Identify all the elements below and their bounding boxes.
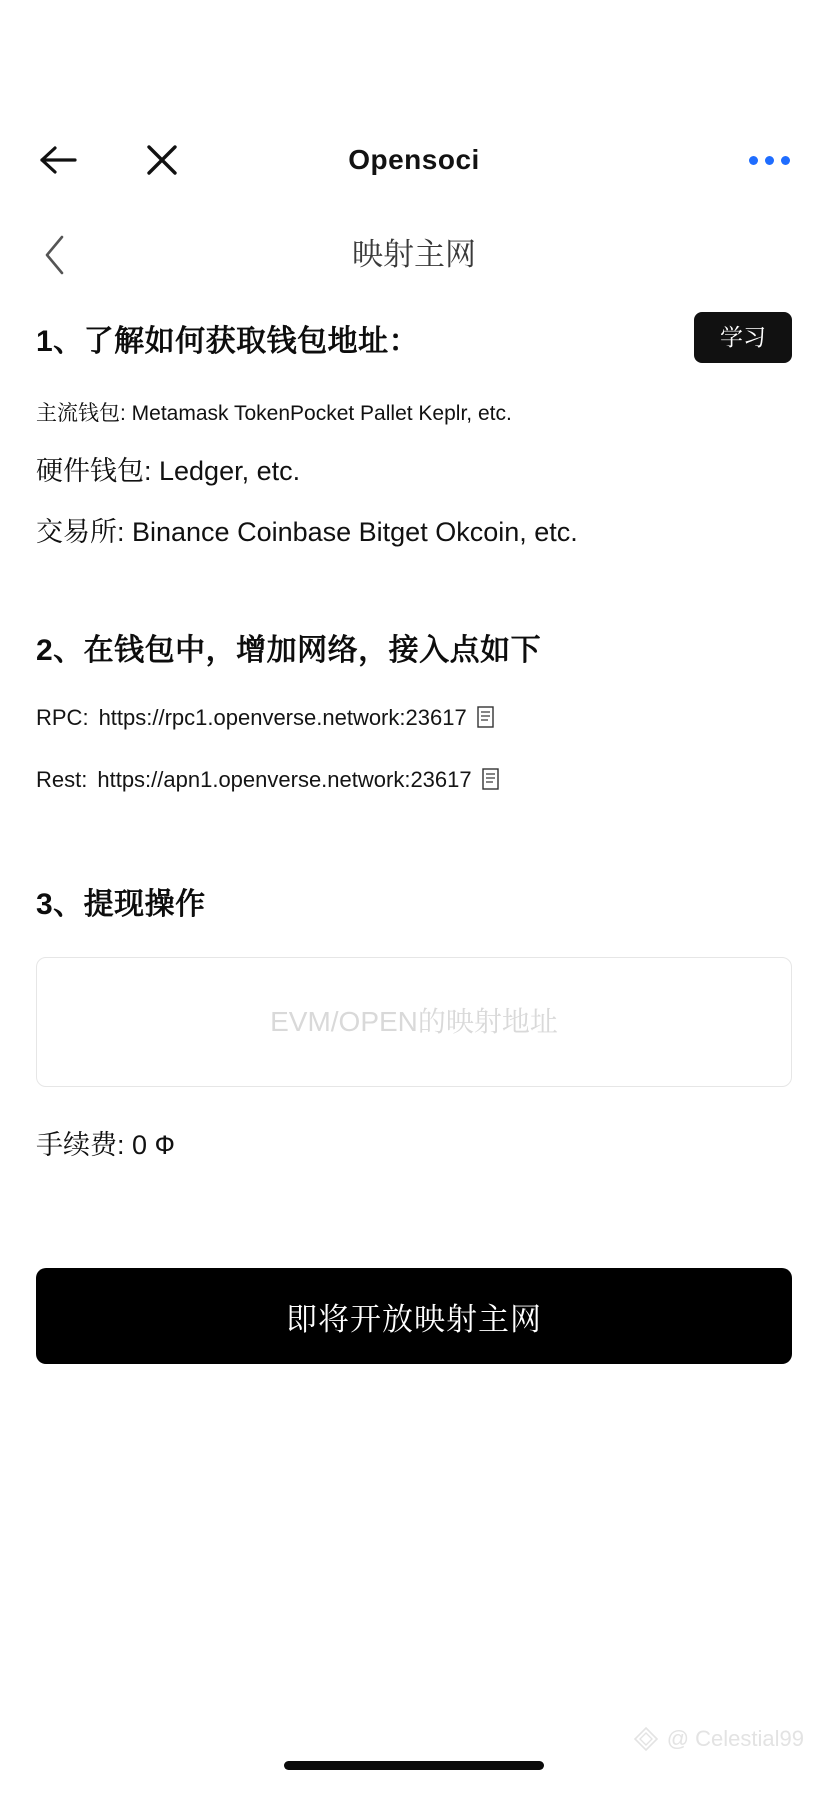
- wallet-line-mainstream: 主流钱包: Metamask TokenPocket Pallet Keplr, etc.: [36, 402, 512, 425]
- section-3: [0, 879, 828, 1162]
- more-dots-icon[interactable]: [749, 156, 790, 165]
- endpoint-rpc: [36, 705, 792, 731]
- endpoint-rpc-label: RPC:: [36, 705, 89, 730]
- copy-icon[interactable]: [482, 768, 504, 792]
- browser-top-bar: [0, 130, 828, 190]
- section-1-title: 1、了解如何获取钱包地址：: [36, 324, 420, 358]
- endpoint-rest: [36, 767, 792, 793]
- section-1-header: [0, 312, 828, 363]
- section-3-title: 3、提现操作: [36, 888, 206, 921]
- page-title: 映射主网: [352, 237, 476, 272]
- section-2-title: 2、在钱包中，增加网络，接入点如下: [36, 634, 542, 667]
- diamond-icon: [633, 1726, 659, 1752]
- address-input-box[interactable]: [36, 957, 792, 1087]
- endpoint-rpc-value: https://rpc1.openverse.network:23617: [98, 705, 467, 730]
- fee-label: 手续费: 0 Ф: [36, 1130, 176, 1160]
- mapping-address-input[interactable]: [37, 957, 791, 1087]
- main-content: [0, 312, 828, 1364]
- wallet-line-exchange: 交易所: Binance Coinbase Bitget Okcoin, etc.: [36, 517, 578, 547]
- endpoint-rest-value: https://apn1.openverse.network:23617: [97, 767, 472, 792]
- wallet-list: [0, 397, 828, 549]
- home-indicator: [284, 1761, 544, 1770]
- app-title: Opensoci: [348, 144, 480, 175]
- submit-mapping-button[interactable]: 即将开放映射主网: [36, 1268, 792, 1364]
- watermark-text: @ Celestial99: [666, 1726, 804, 1751]
- learn-button[interactable]: 学习: [694, 312, 792, 363]
- section-2: [0, 625, 828, 793]
- watermark: [633, 1726, 804, 1752]
- wallet-line-hardware: 硬件钱包: Ledger, etc.: [36, 456, 301, 486]
- endpoint-rest-label: Rest:: [36, 767, 88, 792]
- copy-icon[interactable]: [477, 706, 499, 730]
- page-sub-header: [0, 222, 828, 288]
